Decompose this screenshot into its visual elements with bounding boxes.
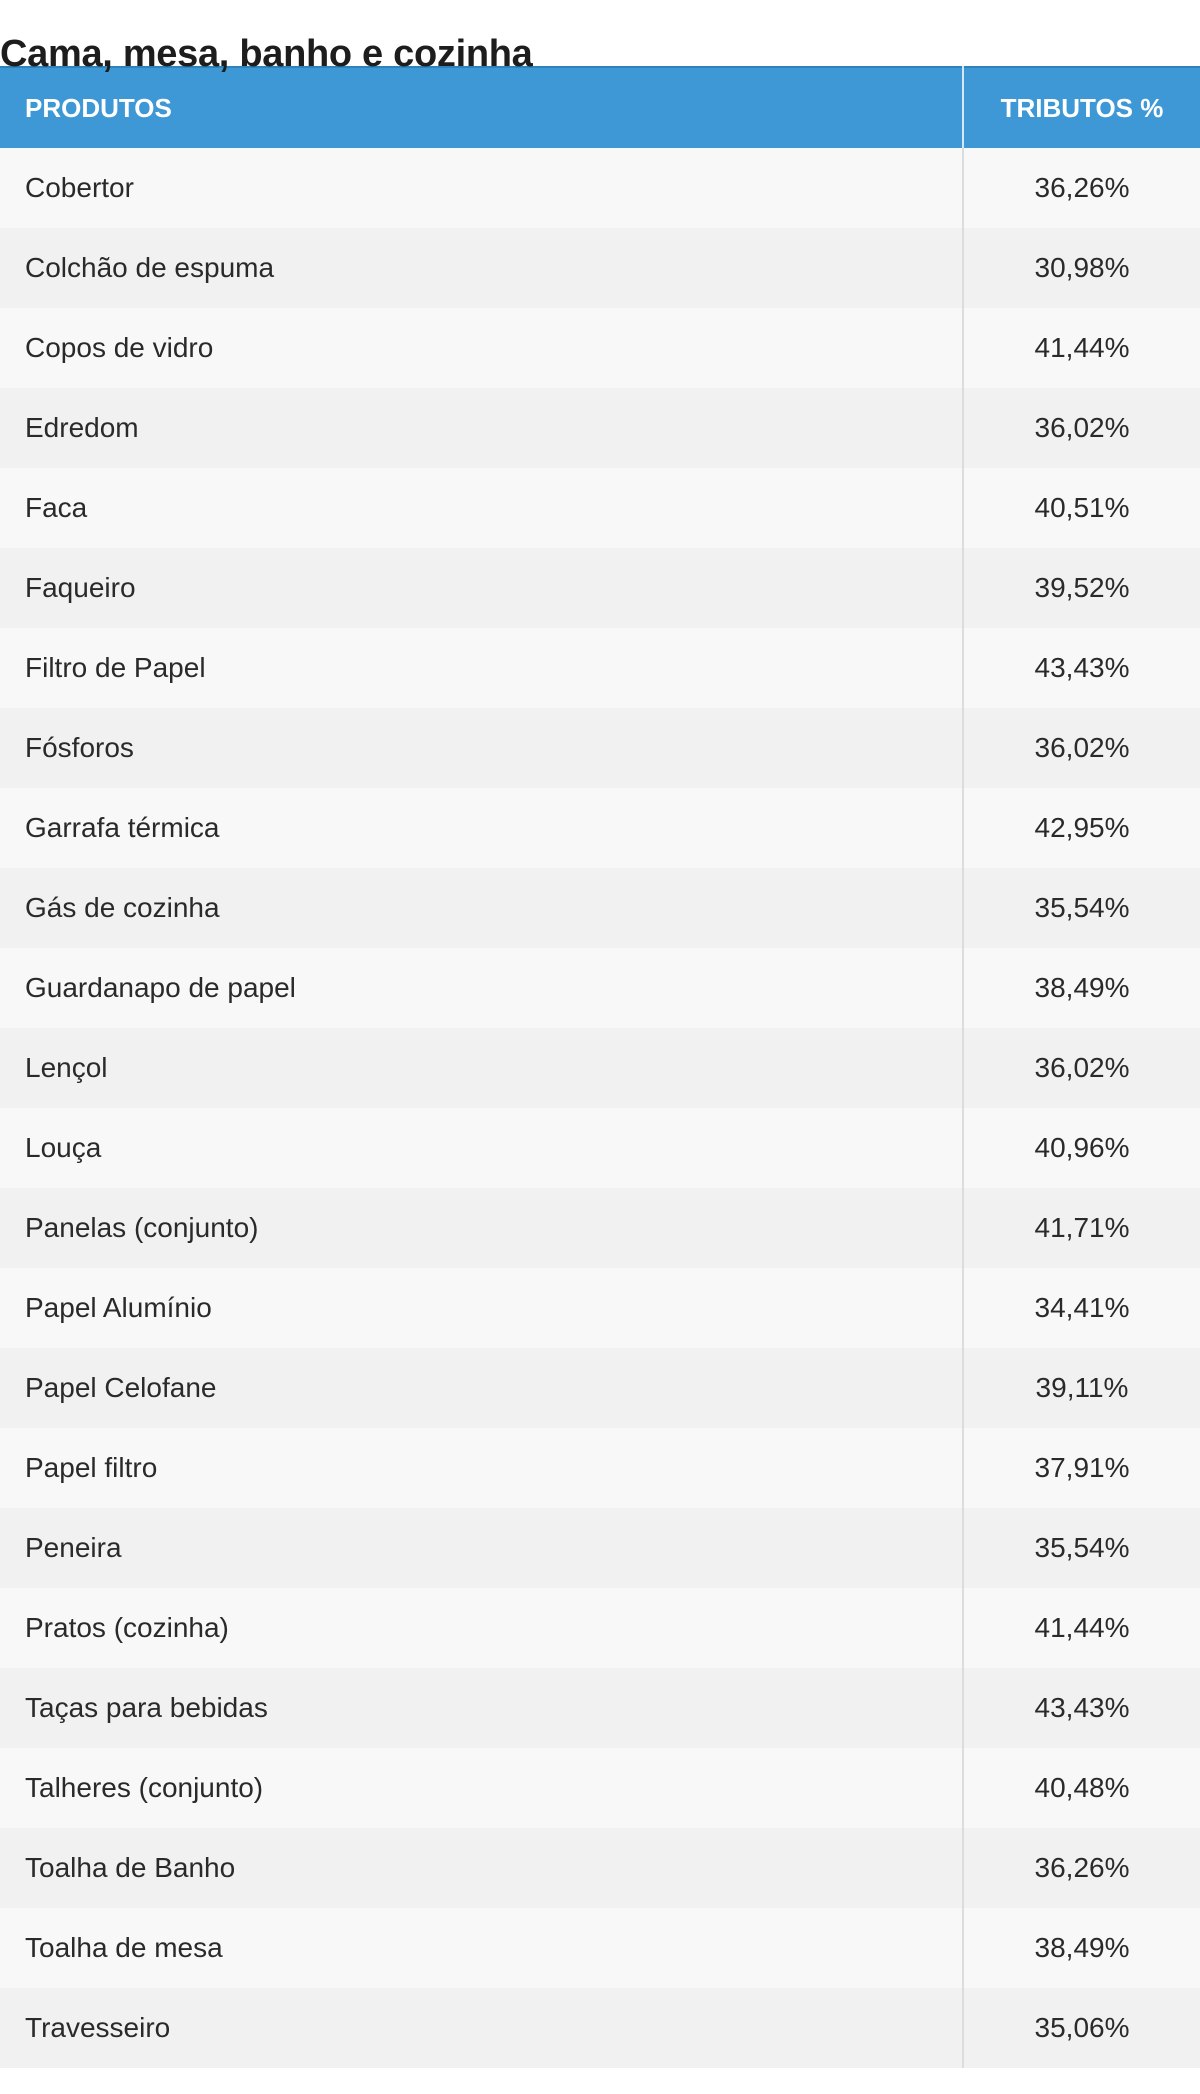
product-cell: Edredom [0, 388, 963, 468]
table-row [0, 228, 1200, 308]
tax-cell: 36,02% [1034, 412, 1130, 443]
tax-cell: 39,11% [1035, 1372, 1129, 1403]
product-cell: Travesseiro [0, 1988, 963, 2068]
table-row [0, 1028, 1200, 1108]
product-cell: Papel Celofane [0, 1348, 963, 1428]
tax-cell: 40,48% [1034, 1772, 1130, 1803]
product-cell: Guardanapo de papel [0, 948, 963, 1028]
tax-cell: 36,02% [1034, 732, 1130, 763]
table-row [0, 1748, 1200, 1828]
product-cell: Panelas (conjunto) [0, 1188, 963, 1268]
product-cell: Gás de cozinha [0, 868, 963, 948]
product-cell: Louça [0, 1108, 963, 1188]
column-header-products[interactable]: PRODUTOS [0, 67, 963, 148]
product-cell: Papel Alumínio [0, 1268, 963, 1348]
product-cell: Lençol [0, 1028, 963, 1108]
product-cell: Garrafa térmica [0, 788, 963, 868]
column-header-taxes[interactable]: TRIBUTOS % [963, 67, 1200, 148]
page-title: Cama, mesa, banho e cozinha [0, 33, 533, 75]
table-row [0, 708, 1200, 788]
table-row [0, 1508, 1200, 1588]
product-cell: Talheres (conjunto) [0, 1748, 963, 1828]
tax-cell: 38,49% [1034, 1932, 1130, 1963]
table-row [0, 1428, 1200, 1508]
tax-cell: 43,43% [1034, 652, 1130, 683]
product-cell: Taças para bebidas [0, 1668, 963, 1748]
product-cell: Colchão de espuma [0, 228, 963, 308]
table-row [0, 948, 1200, 1028]
table-row [0, 548, 1200, 628]
product-cell: Copos de vidro [0, 308, 963, 388]
tax-cell: 35,54% [1034, 892, 1130, 923]
table-row [0, 308, 1200, 388]
table-row [0, 1828, 1200, 1908]
table-row [0, 1988, 1200, 2068]
tax-table-container [0, 66, 1200, 2068]
table-row [0, 1668, 1200, 1748]
table-row [0, 1268, 1200, 1348]
tax-cell: 35,54% [1034, 1532, 1130, 1563]
tax-table [0, 66, 1200, 2068]
tax-cell: 34,41% [1034, 1292, 1130, 1323]
tax-cell: 36,02% [1034, 1052, 1130, 1083]
table-row [0, 628, 1200, 708]
product-cell: Peneira [0, 1508, 963, 1588]
table-row [0, 1588, 1200, 1668]
product-cell: Toalha de mesa [0, 1908, 963, 1988]
tax-cell: 41,44% [1034, 1612, 1130, 1643]
table-row [0, 1108, 1200, 1188]
table-row [0, 468, 1200, 548]
table-row [0, 388, 1200, 468]
product-cell: Toalha de Banho [0, 1828, 963, 1908]
product-cell: Fósforos [0, 708, 963, 788]
tax-cell: 41,71% [1034, 1212, 1130, 1243]
tax-cell: 40,96% [1034, 1132, 1130, 1163]
tax-cell: 39,52% [1034, 572, 1130, 603]
tax-cell: 38,49% [1034, 972, 1130, 1003]
tax-cell: 43,43% [1034, 1692, 1130, 1723]
table-row [0, 788, 1200, 868]
table-body [0, 148, 1200, 2068]
tax-cell: 36,26% [1034, 172, 1130, 203]
table-row [0, 868, 1200, 948]
product-cell: Cobertor [0, 148, 963, 228]
tax-cell: 36,26% [1034, 1852, 1130, 1883]
table-row [0, 148, 1200, 228]
product-cell: Papel filtro [0, 1428, 963, 1508]
table-row [0, 1188, 1200, 1268]
tax-cell: 40,51% [1034, 492, 1130, 523]
tax-cell: 30,98% [1034, 252, 1130, 283]
tax-cell: 42,95% [1034, 812, 1130, 843]
product-cell: Faca [0, 468, 963, 548]
table-row [0, 1348, 1200, 1428]
tax-cell: 35,06% [1034, 2012, 1130, 2043]
product-cell: Filtro de Papel [0, 628, 963, 708]
product-cell: Pratos (cozinha) [0, 1588, 963, 1668]
table-row [0, 1908, 1200, 1988]
tax-cell: 37,91% [1034, 1452, 1130, 1483]
product-cell: Faqueiro [0, 548, 963, 628]
tax-cell: 41,44% [1034, 332, 1130, 363]
